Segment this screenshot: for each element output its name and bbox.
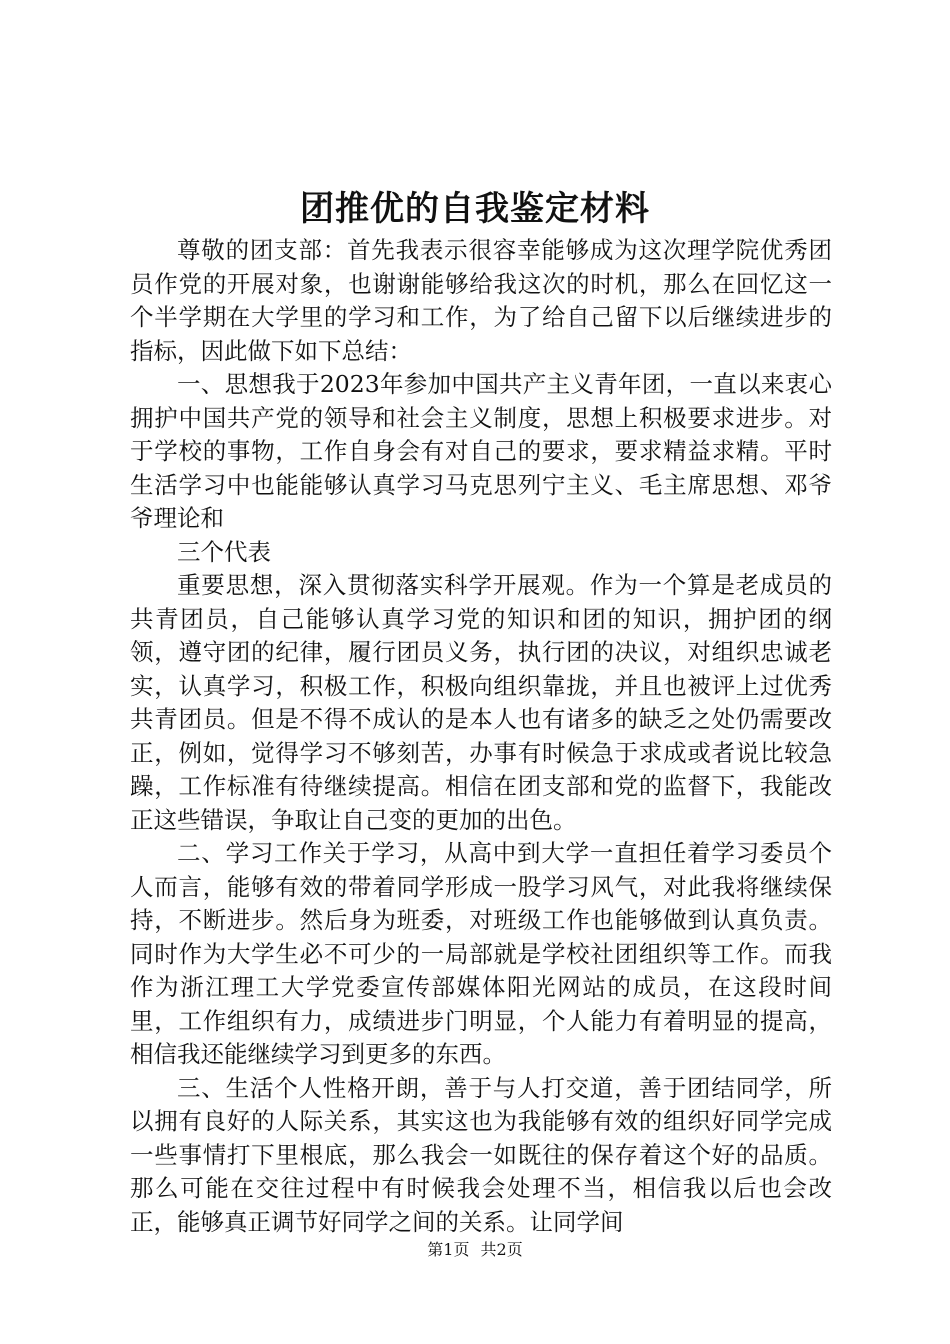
paragraph-intro: 尊敬的团支部：首先我表示很容幸能够成为这次理学院优秀团员作党的开展对象，也谢谢能够给我这次的时机，那么在回忆这一个半学期在大学里的学习和工作，为了给自己留下以后继续进步的指标，因此做下如下总结： — [130, 236, 832, 365]
document-title: 团推优的自我鉴定材料 — [300, 189, 650, 229]
page-number-current: 第1页 — [427, 1240, 470, 1259]
paragraph-thought: 一、思想我于2023年参加中国共产主义青年团，一直以来衷心拥护中国共产党的领导和社会主义制度，思想上积极要求进步。对于学校的事物，工作自身会有对自己的要求，要求精益求精。平时生活学习中也能能够认真学习马克思列宁主义、毛主席思想、邓爷爷理论和 — [130, 370, 832, 532]
document-body — [130, 234, 832, 1239]
paragraph-life: 三、生活个人性格开朗，善于与人打交道，善于团结同学，所以拥有良好的人际关系，其实这也为我能够有效的组织好同学完成一些事情打下里根底，那么我会一如既往的保存着这个好的品质。那么可能在交往过程中有时候我会处理不当，相信我以后也会改正，能够真正调节好同学之间的关系。让同学间 — [130, 1073, 832, 1236]
page-footer — [0, 1240, 950, 1260]
page-number-total: 共2页 — [480, 1240, 523, 1259]
paragraph-study-work: 二、学习工作关于学习，从高中到大学一直担任着学习委员个人而言，能够有效的带着同学形成一股学习风气，对此我将继续保持，不断进步。然后身为班委，对班级工作也能够做到认真负责。同时作为大学生必不可少的一局部就是学校社团组织等工作。而我作为浙江理工大学党委宣传部媒体阳光网站的成员，在这段时间里，工作组织有力，成绩进步门明显，个人能力有着明显的提高，相信我还能继续学习到更多的东西。 — [130, 839, 832, 1068]
paragraph-thought-continued: 重要思想，深入贯彻落实科学开展观。作为一个算是老成员的共青团员，自己能够认真学习党的知识和团的知识，拥护团的纲领，遵守团的纪律，履行团员义务，执行团的决议，对组织忠诚老实，认真学习，积极工作，积极向组织靠拢，并且也被评上过优秀共青团员。但是不得不成认的是本人也有诸多的缺乏之处仍需要改正，例如，觉得学习不够刻苦，办事有时候急于求成或者说比较急躁，工作标准有待继续提高。相信在团支部和党的监督下，我能改正这些错误，争取让自己变的更加的出色。 — [130, 571, 832, 834]
paragraph-three-represents: 三个代表 — [177, 537, 271, 566]
